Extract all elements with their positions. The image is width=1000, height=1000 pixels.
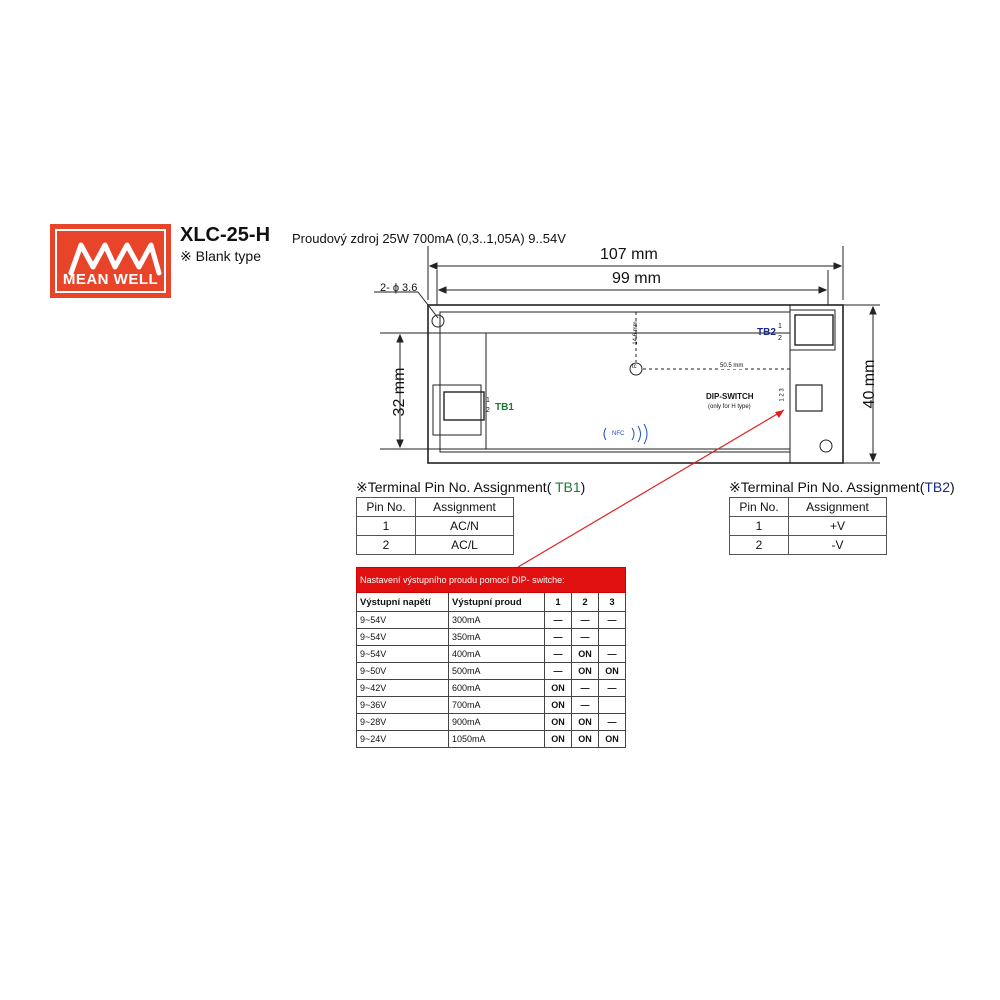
- dip-switch-label: DIP-SWITCH: [706, 392, 754, 401]
- table-row: [357, 697, 626, 714]
- voltage-cell: 9~24V: [357, 731, 449, 748]
- switch-1-header: 1: [545, 593, 572, 612]
- switch-2-cell: ON: [572, 731, 599, 748]
- switch-2-cell: —: [572, 680, 599, 697]
- assignment-cell: +V: [789, 517, 887, 536]
- tb1-label: TB1: [495, 402, 514, 413]
- tb2-title-tag: TB2: [924, 479, 951, 495]
- tb1-pin-table: [356, 497, 514, 555]
- tc-offset-x-label: 50.5 mm: [720, 363, 744, 369]
- tc-label: tc: [632, 364, 637, 370]
- switch-1-cell: —: [545, 612, 572, 629]
- pin-cell: 2: [357, 536, 416, 555]
- product-description: Proudový zdroj 25W 700mA (0,3..1,05A) 9..54V: [292, 231, 566, 246]
- dip-numbers-label: 1 2 3: [779, 388, 786, 402]
- tc-offset-y-label: 14.6 mm: [633, 321, 639, 345]
- dim-99-label: 99 mm: [612, 270, 661, 287]
- tb2-title-prefix: ※Terminal Pin No. Assignment(: [729, 479, 925, 495]
- dip-table-title: Nastavení výstupního proudu pomocí DIP- switche:: [357, 568, 626, 593]
- table-header-row: [357, 498, 514, 517]
- voltage-cell: 9~54V: [357, 646, 449, 663]
- switch-3-cell: ON: [599, 731, 626, 748]
- blank-type-note: ※ Blank type: [180, 248, 261, 264]
- dip-switch-table: [356, 567, 626, 748]
- table-row: [357, 714, 626, 731]
- voltage-cell: 9~54V: [357, 612, 449, 629]
- tb1-title-suffix: ): [580, 479, 586, 495]
- table-row: [357, 536, 514, 555]
- table-header-row: [730, 498, 887, 517]
- table-row: [730, 536, 887, 555]
- tb1-title-tag: TB1: [551, 479, 581, 495]
- assignment-cell: AC/N: [416, 517, 514, 536]
- table-row: [357, 629, 626, 646]
- dim-32-label: 32 mm: [391, 367, 408, 417]
- pin-cell: 1: [730, 517, 789, 536]
- voltage-cell: 9~42V: [357, 680, 449, 697]
- voltage-header: Výstupní napětí: [357, 593, 449, 612]
- assignment-cell: -V: [789, 536, 887, 555]
- switch-1-cell: ON: [545, 680, 572, 697]
- current-cell: 350mA: [449, 629, 545, 646]
- table-row: [357, 517, 514, 536]
- tb1-pin2-label: 2: [486, 407, 490, 414]
- table-row: [357, 731, 626, 748]
- voltage-cell: 9~50V: [357, 663, 449, 680]
- voltage-cell: 9~54V: [357, 629, 449, 646]
- switch-3-cell: —: [599, 680, 626, 697]
- dim-107-label: 107 mm: [600, 246, 658, 263]
- assignment-cell: AC/L: [416, 536, 514, 555]
- switch-3-cell: —: [599, 714, 626, 731]
- switch-1-cell: —: [545, 663, 572, 680]
- current-cell: 600mA: [449, 680, 545, 697]
- switch-1-cell: —: [545, 646, 572, 663]
- voltage-cell: 9~36V: [357, 697, 449, 714]
- pin-no-header: Pin No.: [357, 498, 416, 517]
- assignment-header: Assignment: [789, 498, 887, 517]
- current-cell: 500mA: [449, 663, 545, 680]
- switch-2-cell: ON: [572, 646, 599, 663]
- table-row: [357, 663, 626, 680]
- current-cell: 1050mA: [449, 731, 545, 748]
- pin-cell: 2: [730, 536, 789, 555]
- current-cell: 700mA: [449, 697, 545, 714]
- switch-2-cell: ON: [572, 663, 599, 680]
- switch-3-cell: —: [599, 646, 626, 663]
- tb1-table-title: [356, 479, 585, 496]
- nfc-label: NFC: [612, 431, 625, 437]
- switch-2-cell: —: [572, 629, 599, 646]
- switch-1-cell: ON: [545, 697, 572, 714]
- switch-2-cell: ON: [572, 714, 599, 731]
- switch-1-cell: —: [545, 629, 572, 646]
- switch-3-header: 3: [599, 593, 626, 612]
- tb1-pin1-label: 1: [486, 397, 490, 404]
- switch-3-cell: [599, 697, 626, 714]
- current-cell: 400mA: [449, 646, 545, 663]
- switch-2-header: 2: [572, 593, 599, 612]
- tb2-pin1-label: 1: [778, 323, 782, 330]
- tb2-pin-table: [729, 497, 887, 555]
- current-cell: 900mA: [449, 714, 545, 731]
- switch-2-cell: —: [572, 697, 599, 714]
- table-row: [730, 517, 887, 536]
- hole-label: 2- ϕ 3.6: [380, 282, 418, 294]
- model-title: XLC-25-H: [180, 224, 271, 246]
- table-row: [357, 680, 626, 697]
- switch-1-cell: ON: [545, 731, 572, 748]
- dip-header-row: [357, 593, 626, 612]
- switch-1-cell: ON: [545, 714, 572, 731]
- logo-text: MEAN WELL: [62, 271, 159, 288]
- switch-2-cell: —: [572, 612, 599, 629]
- pin-no-header: Pin No.: [730, 498, 789, 517]
- dip-note-label: (only for H type): [708, 404, 751, 410]
- voltage-cell: 9~28V: [357, 714, 449, 731]
- table-row: [357, 612, 626, 629]
- tb2-label: TB2: [757, 327, 776, 338]
- pin-cell: 1: [357, 517, 416, 536]
- switch-3-cell: [599, 629, 626, 646]
- table-row: [357, 646, 626, 663]
- tb1-title-prefix: ※Terminal Pin No. Assignment(: [356, 479, 552, 495]
- switch-3-cell: ON: [599, 663, 626, 680]
- current-header: Výstupní proud: [449, 593, 545, 612]
- dim-40-label: 40 mm: [861, 359, 878, 409]
- tb2-pin2-label: 2: [778, 335, 782, 342]
- assignment-header: Assignment: [416, 498, 514, 517]
- current-cell: 300mA: [449, 612, 545, 629]
- dip-table-title-row: [357, 568, 626, 593]
- tb2-table-title: [729, 479, 955, 496]
- switch-3-cell: —: [599, 612, 626, 629]
- tb2-title-suffix: ): [950, 479, 955, 495]
